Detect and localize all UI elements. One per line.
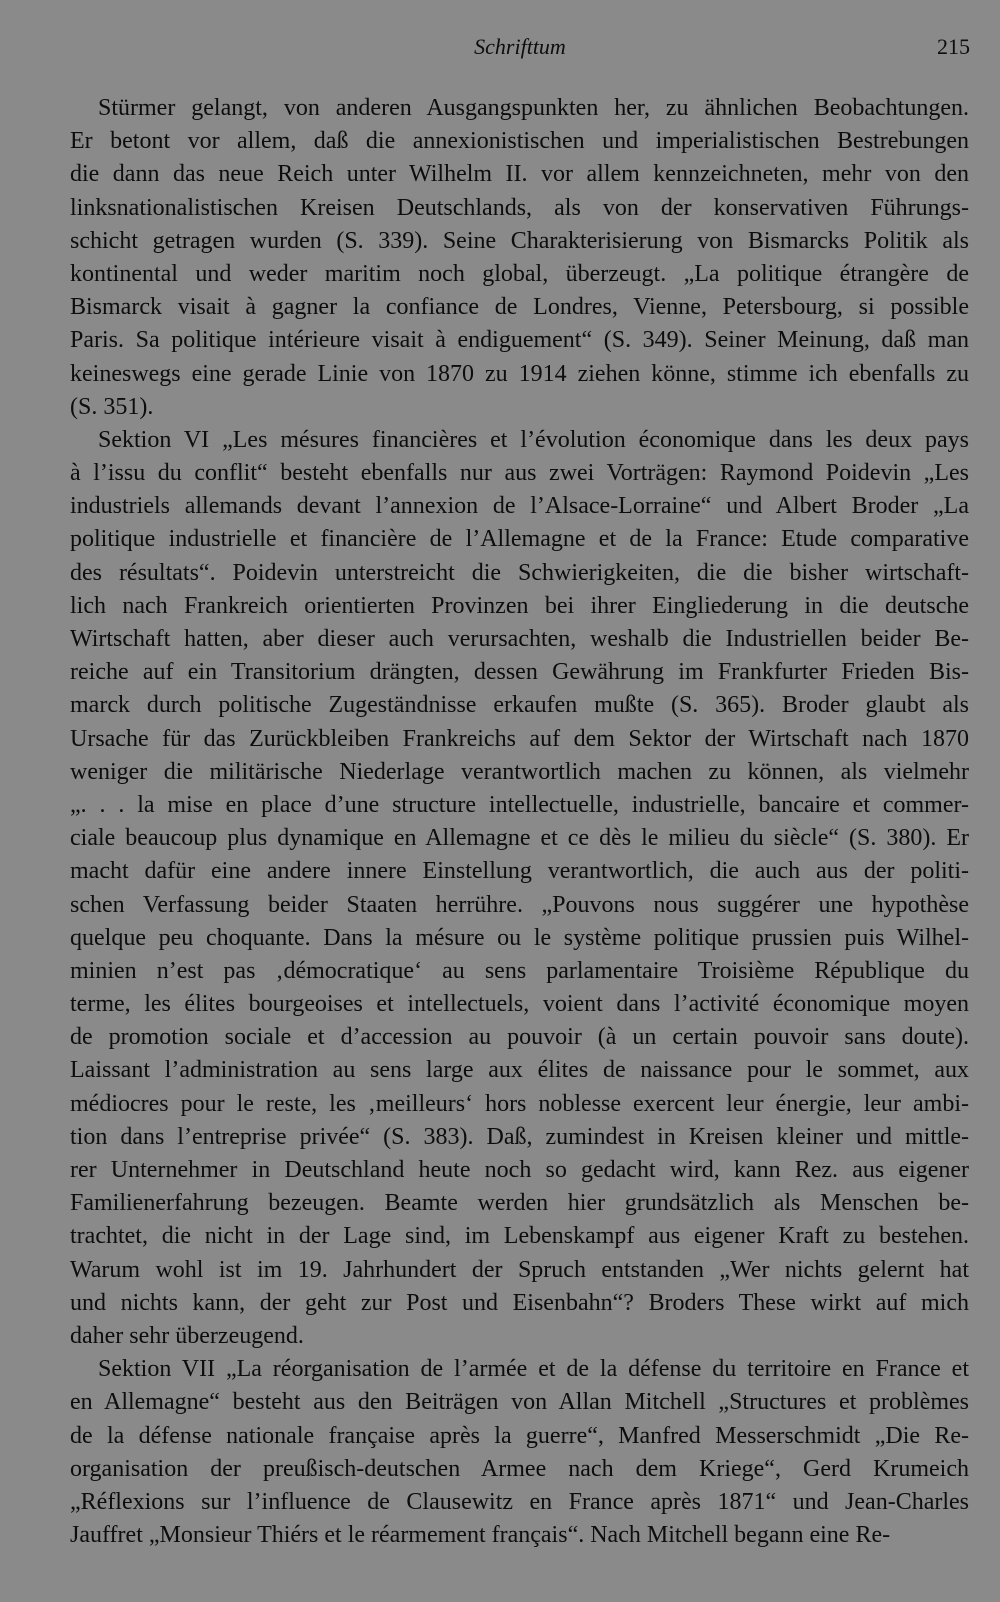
text-line: Er betont vor allem, daß die annexionistischen und imperialistischen Bestrebungen [70,128,969,155]
text-line: linksnationalistischen Kreisen Deutschlands, als von der konservativen Führungs- [70,194,969,221]
text-line: Familienerfahrung bezeugen. Beamte werden hier grundsätzlich als Menschen be- [70,1190,969,1217]
text-line: Paris. Sa politique intérieure visait à endiguement“ (S. 349). Seiner Meinung, daß man [70,327,969,354]
text-line: reiche auf ein Transitorium drängten, dessen Gewährung im Frankfurter Frieden Bis- [70,659,969,686]
text-line: Bismarck visait à gagner la confiance de Londres, Vienne, Petersbourg, si possible [70,294,969,321]
text-line: marck durch politische Zugeständnisse erkaufen mußte (S. 365). Broder glaubt als [70,692,969,719]
body-text [70,92,969,1552]
paragraph [70,92,969,424]
text-line: Ursache für das Zurückbleiben Frankreichs auf dem Sektor der Wirtschaft nach 1870 [70,725,969,752]
text-line: schicht getragen wurden (S. 339). Seine Charakterisierung von Bismarcks Politik als [70,227,969,254]
text-line: (S. 351). [70,393,154,420]
text-line: weniger die militärische Niederlage verantwortlich machen zu können, als vielmehr [70,758,969,785]
page-number: 215 [937,34,970,59]
text-line: kontinental und weder maritim noch global, überzeugt. „La politique étrangère de [70,260,969,287]
text-line: macht dafür eine andere innere Einstellung verantwortlich, die auch aus der politi- [70,858,969,885]
paragraph [70,1353,969,1552]
text-line: à l’issu du conflit“ besteht ebenfalls nur aus zwei Vorträgen: Raymond Poidevin „Les [70,460,969,487]
text-line: „Réflexions sur l’influence de Clausewitz en France après 1871“ und Jean-Charles [70,1488,969,1515]
text-line: industriels allemands devant l’annexion de l’Alsace-Lorraine“ und Albert Broder „La [70,493,969,520]
text-line: schen Verfassung beider Staaten herrühre. „Pouvons nous suggérer une hypothèse [70,891,969,918]
text-line: quelque peu choquante. Dans la mésure ou le système politique prussien puis Wilhel- [70,924,969,951]
text-line: Wirtschaft hatten, aber dieser auch verursachten, weshalb die Industriellen beider Be- [70,626,969,652]
text-line: trachtet, die nicht in der Lage sind, im Lebenskampf aus eigener Kraft zu bestehen. [70,1223,969,1250]
text-line: Warum wohl ist im 19. Jahrhundert der Spruch entstanden „Wer nichts gelernt hat [70,1256,969,1283]
text-line: daher sehr überzeugend. [70,1322,304,1349]
text-line: de la défense nationale française après la guerre“, Manfred Messerschmidt „Die Re- [70,1422,969,1449]
text-line: Laissant l’administration au sens large aux élites de naissance pour le sommet, aux [70,1057,969,1084]
text-line: ciale beaucoup plus dynamique en Allemagne et ce dès le milieu du siècle“ (S. 380). Er [70,825,969,852]
text-line: politique industrielle et financière de l’Allemagne et de la France: Etude comparative [70,526,969,553]
text-line: lich nach Frankreich orientierten Provinzen bei ihrer Eingliederung in die deutsche [70,592,969,619]
text-line: organisation der preußisch-deutschen Armee nach dem Kriege“, Gerd Krumeich [70,1455,969,1482]
text-line: keineswegs eine gerade Linie von 1870 zu 1914 ziehen könne, stimme ich ebenfalls zu [70,360,969,387]
text-line: en Allemagne“ besteht aus den Beiträgen von Allan Mitchell „Structures et problèmes [70,1389,969,1416]
text-line: minien n’est pas ‚démocratique‘ au sens parlamentaire Troisième République du [70,957,969,984]
text-line: tion dans l’entreprise privée“ (S. 383). Daß, zumindest in Kreisen kleiner und mittle- [70,1123,969,1150]
text-line: rer Unternehmer in Deutschland heute noch so gedacht wird, kann Rez. aus eigener [70,1157,969,1183]
text-line: Sektion VII „La réorganisation de l’armée et de la défense du territoire en France et [98,1356,969,1383]
text-line: terme, les élites bourgeoises et intellectuels, voient dans l’activité économique moyen [70,991,969,1018]
text-line: „. . . la mise en place d’une structure intellectuelle, industrielle, bancaire et commer- [70,791,969,818]
text-line: médiocres pour le reste, les ‚meilleurs‘ hors noblesse exercent leur énergie, leur ambi- [70,1090,969,1117]
running-head [70,30,970,64]
text-line: und nichts kann, der geht zur Post und Eisenbahn“? Broders These wirkt auf mich [70,1289,969,1316]
text-line: des résultats“. Poidevin unterstreicht die Schwierigkeiten, die die bisher wirtschaft- [70,559,969,586]
text-line: die dann das neue Reich unter Wilhelm II. vor allem kennzeichneten, mehr von den [70,161,969,188]
text-line: de promotion sociale et d’accession au pouvoir (à un certain pouvoir sans doute). [70,1024,969,1051]
text-line: Sektion VI „Les mésures financières et l’évolution économique dans les deux pays [98,426,969,453]
running-title: Schrifttum [474,34,566,59]
text-line: Stürmer gelangt, von anderen Ausgangspunkten her, zu ähnlichen Beobachtungen. [98,95,969,121]
text-line: Jauffret „Monsieur Thiérs et le réarmement français“. Nach Mitchell begann eine Re- [70,1522,891,1549]
paragraph [70,424,969,1353]
